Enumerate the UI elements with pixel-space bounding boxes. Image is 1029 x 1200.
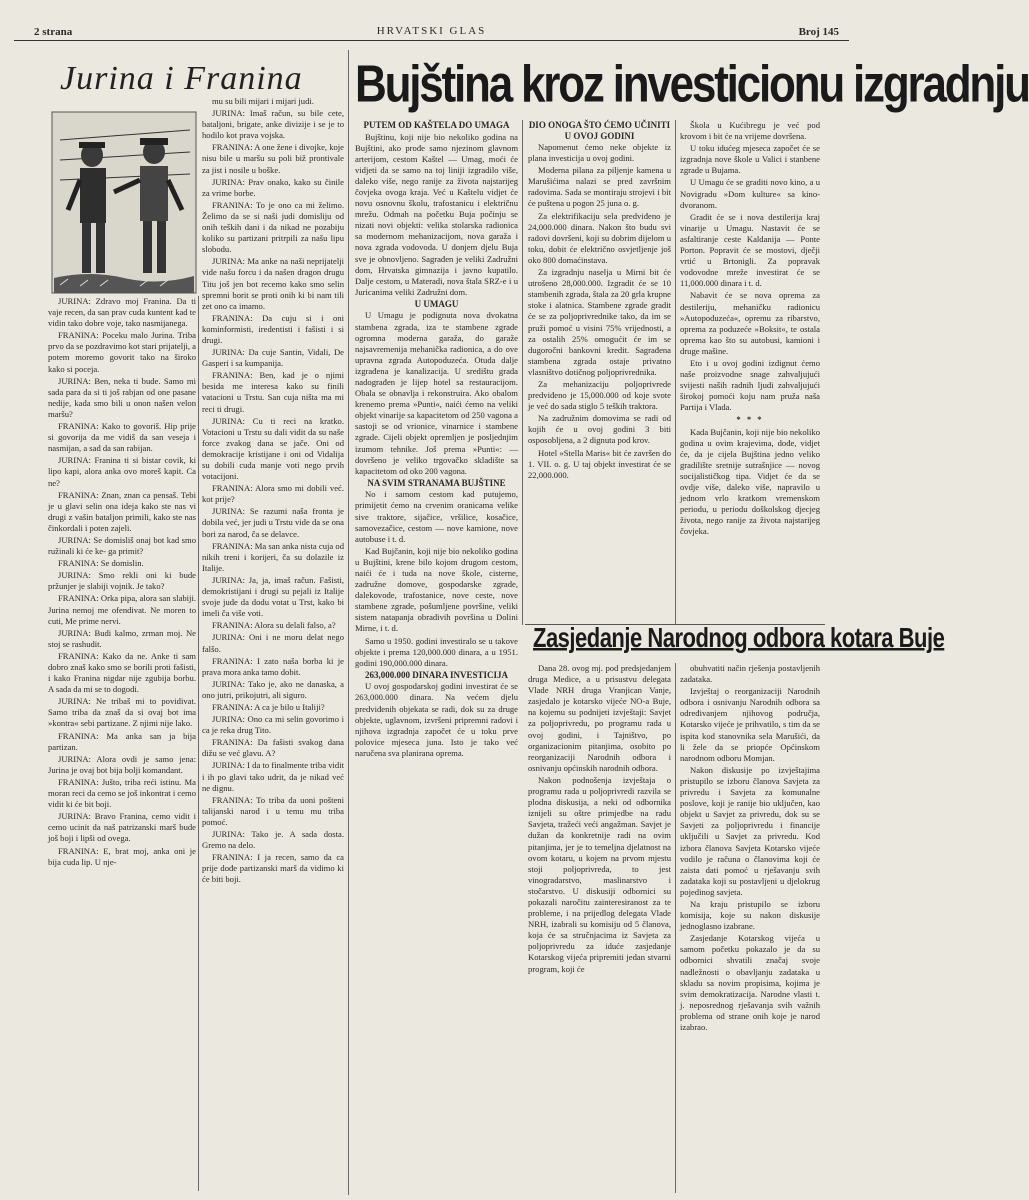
- paragraph: Gradit će se i nova destilerija kraj vinarije u Umagu. Nastavit će se asfaltiranje ceste Kaldanija — Ponte Porton. Popravit će se mostovi, dječji vrtić u Brtonigli. Za popravak vodovodne mreže investirat će se 11,000.000 dinara i t. d.: [680, 211, 820, 289]
- paragraph: JURINA: Prav onako, kako su činile za vrime borbe.: [202, 176, 344, 198]
- subheading: DIO ONOGA ŠTO ĆEMO UČINITI U OVOJ GODINI: [528, 120, 671, 141]
- paragraph: Bujštinu, koji nije bio nekoliko godina na Bujštini, ako prođe samo njezinom glavnom arterijom, cestom Kaštel — Umag, moći će vidjeti da se samo na toj liniji izgradilo više, daleko više, nego ranije za života najstarijeg čovjeka ovoga kraja. Već u Kaštelu vidjet će novu osnovnu školu, trafostanicu i električnu mrežu. Odmah na početku Buja počinju se nizati novi objekti: velika stolarska radionica sa modernom mehanizacijom, nova garaža i nova zgrada vodovoda. U donjem djelu Buja sve je obnovljeno. Sagrađen je veliki Zadružni dom, Hrvatska gimnazija i javno kupatilo. Dalje cestom, u Materadi, nova štala SRZ-e i u Juricanima veliki Zadružni dom.: [355, 131, 518, 297]
- paragraph: Moderna pilana za piljenje kamena u Marušićima nalazi se pred završnim radovima. Sada se montiraju strojevi i bit će puštena u pogon 25 juna o. g.: [528, 165, 671, 209]
- paragraph: FRANINA: Alora su delali falso, a?: [212, 620, 336, 631]
- page-number: 2 strana: [34, 26, 73, 38]
- paragraph: JURINA: Oni i ne moru delat nego falšo.: [202, 632, 344, 654]
- paragraph: Eto i u ovoj godini izdignut ćemo naše proizvodne snage zahvaljujući svijesti naših radnih ljudi zahvaljujući širokoj pomoći koju nam pruža naša Partija i Vlada.: [680, 357, 820, 413]
- paragraph: JURINA: Ma anke na naši neprijatelji vide našu forcu i da našen dragon drugu Titu još jen bot recemo kako smo selin spremni borit se proti onih ki bi nam tili zet ono ca imamo.: [202, 256, 344, 311]
- subheading: PUTEM OD KAŠTELA DO UMAGA: [363, 120, 510, 130]
- main-headline: Bujština kroz investicionu izgradnju: [355, 55, 1029, 114]
- paragraph: Samo u 1950. godini investiralo se u takove objekte i prema 120,000.000 dinara, a u 1951. godini 190,000.000 dinara.: [355, 635, 518, 668]
- paragraph: FRANINA: Jušto, triba reći istinu. Ma moran reci da cemo se još inkontrat i cemo vidit ki će bit boji.: [48, 776, 196, 810]
- paragraph: obuhvatiti način rješenja postavljenih zadataka.: [680, 663, 820, 685]
- paragraph: Hotel »Stella Maris« bit će završen do 1. VII. o. g. U taj objekt investirat će se 22,000.000.: [528, 447, 671, 480]
- paragraph: JURINA: Tako je. A sada dosta. Gremo na delo.: [202, 829, 344, 851]
- paragraph: FRANINA: To je ono ca mi želimo. Želimo da se si naši judi domisliju od onih teških dani i da nikad ne pozabiju koliko su partizani pritrpili za našu lipu slobodu.: [202, 199, 344, 255]
- paragraph: JURINA: Zdravo moj Franina. Da ti vaje recen, da san prav cuda kuntent kad te vidin tako dobre voje, tako nasmijanega.: [48, 296, 196, 329]
- paragraph: FRANINA: E, brat moj, anka oni je bija cuda lip. U nje-: [48, 845, 196, 867]
- paragraph: JURINA: Ja, ja, imaš račun. Fašisti, demokristijani i drugi su pejali iz Italije svoje jude da dodu votat u Trst, kako bi imeli ča više voti.: [202, 574, 344, 619]
- column-rule: [675, 663, 676, 1193]
- paragraph: JURINA: Se razumi naša fronta je dobila već, jer judi u Trstu vide da se ona bori za narod, ča se delavce.: [202, 506, 344, 539]
- paragraph: FRANINA: A ca je bilo u Italiji?: [212, 701, 325, 712]
- paragraph: Izvještaj o reorganizaciji Narodnih odbora i osnivanju Narodnih odbora sa određivanjem njihovog područja, Kotarsko vijeće je prihvatilo, s tim da se ispita kod stanovnika sela Marušići, da li žele da se priopće Općinskom narodnom odboru Momjan.: [680, 686, 820, 763]
- paragraph: FRANINA: To triba da uoni pošteni talijanski narod i u temu mu triba pomoć.: [202, 794, 344, 827]
- second-headline: [533, 621, 945, 665]
- subheading: NA SVIM STRANAMA BUJŠTINE: [367, 477, 506, 488]
- paragraph: JURINA: Franina ti si bistar covik, ki lipo kapi, alora anka ovo moreš kapit. Ca ne?: [48, 455, 196, 488]
- paragraph: JURINA: Imaš račun, su bile cete, bataljoni, brigate, anke divizije i se je to hodilo kot prava vojska.: [202, 108, 344, 141]
- masthead: [14, 22, 849, 41]
- paragraph: FRANINA: A one žene i divojke, koje nisu bile u maršu su poli biž prontivale za jist i nosile u boške.: [202, 142, 344, 175]
- paragraph: JURINA: Se domisliš onaj bot kad smo ružinali ki će ke- ga primit?: [48, 534, 196, 557]
- paragraph: U ovoj gospodarskoj godini investirat će se 263,000.000 dinara. Na većem djelu predviđenih objekata se radi, dok su za druge objekte, uglavnom, izvršeni pripremni radovi i njihova izgradnja započet će u toku prve polovice mjeseca juna. Isto je tako već naručena sva planirana oprema.: [355, 681, 518, 758]
- paragraph: Na kraju pristupilo se izboru komisija, koje su nakon diskusije jednoglasno izabrane.: [680, 898, 820, 932]
- paragraph: JURINA: Cu ti reci na kratko. Votacioni u Trstu su dali vidit da su naše force zvakog dana se jače. Oni od demokracije kristijane i oni od Vidalija su dobili cuda manje voti nego prvih votacijoni.: [202, 415, 344, 482]
- paragraph: JURINA: Budi kalmo, zrman moj. Ne stoj se rashudit.: [48, 627, 196, 649]
- paragraph: FRANINA: I ja recen, samo da ca prije dođe partizanski marš da vidimo ki će biti boji.: [202, 852, 344, 885]
- paragraph: FRANINA: Da fašisti svakog dana dižu se već glavu. A?: [202, 737, 344, 759]
- paragraph: JURINA: I da to finalmente triba vidit i ih po glavi tako udrit, da je nikad već ne dignu.: [202, 760, 344, 793]
- paragraph: FRANINA: Alora smo mi dobili već. kot prije?: [202, 483, 344, 505]
- paragraph: Na zadružnim domovima se radi od kojih će u ovoj godini 3 biti osposobljena, a 2 dignuta pod krov.: [528, 413, 671, 446]
- column-rule: [198, 296, 199, 1191]
- paragraph: U Umagu će se graditi novo kino, a u Novigradu »Dom kulture« sa kino-dvoranom.: [680, 177, 820, 210]
- paragraph: U toku idućeg mjeseca započet će se izgradnja nove škole u Valici i stanbene zgrade u Bujama.: [680, 143, 820, 176]
- article-column-3: [680, 120, 820, 620]
- second-headline-text: Zasjedanje Narodnog odbora kotara Buje: [533, 621, 945, 653]
- paragraph: FRANINA: Znan, znan ca pensaš. Tebi je u glavi selin ona ideja kako ste nas vi drugi z vašin bataljon primili, kako ste nas činkordali i poten zajeli.: [48, 489, 196, 533]
- column-rule: [522, 120, 523, 625]
- paragraph: JURINA: Da cuje Santin, Vidali, De Gasperi i sa kumpanija.: [202, 347, 344, 369]
- paragraph: FRANINA: Orka pipa, alora san slabiji. Jurina nemoj me ofendivat. Ne moren to cuti, Me prime nervi.: [48, 593, 196, 626]
- dialogue-title: Jurina i Franina: [60, 60, 303, 97]
- dialogue-column-right: [202, 96, 344, 1191]
- subheading: 263,000.000 DINARA INVESTICIJA: [364, 669, 509, 680]
- paragraph: JURINA: Ben, neka ti bude. Samo mi sada para da si ti još rabjan od one pasane nedije, kada smo bili u onon našen velon maršu?: [48, 375, 196, 419]
- subheading: U UMAGU: [414, 298, 459, 309]
- paragraph: JURINA: Alora ovdi je samo jena: Jurina je ovaj bot bija bolji komandant.: [48, 753, 196, 775]
- column-rule: [675, 120, 676, 625]
- paragraph: FRANINA: Ma san anka nista cuja od nikih treni i korijeri, ča su dolazile iz Italije.: [202, 540, 344, 573]
- issue-number: Broj 145: [798, 26, 839, 38]
- paragraph: Kada Bujčanin, koji nije bio nekoliko godina u ovim krajevima, dođe, vidjet će, da je cijela Bujština jedno veliko gradilište sretnije sutrašnjice — novog socijalističkog tipa. Vidjet će da se ovdje više, daleko više, napravilo u jednom vrlo kratkom vremenskom periodu, u periodu doškolskog djecjeg života, nego ranije za života najstarijeg čovjeka.: [680, 426, 820, 537]
- paragraph: Škola u Kućibregu je već pod krovom i bit će na vrijeme dovršena.: [680, 120, 820, 142]
- paragraph: Kad Bujčanin, koji nije bio nekoliko godina u Bujštini, krene bilo kojom drugom cestom, naići će i tuda na nove škole, cisterne, zadružne domove, gospodarske zgrade, dalekovode, trafostanice, nove ceste, nove stambene zgrade, pošumljene površine, veliki sistem natapanja obradivih površina u Dolini Mirne, i t. d.: [355, 545, 518, 634]
- paragraph: JURINA: Tako je, ako ne danaska, a ono jutri, prikojutri, ali siguro.: [202, 678, 344, 700]
- paragraph: JURINA: Ne tribaš mi to povidivat. Samo triba da znaš da si ovaj bot ima »kontra« sebi partizane. Z njimi nije lako.: [48, 696, 196, 729]
- paragraph: Za mehanizaciju poljoprivrede predviđeno je 15,000.000 od koje svote je već do sada stiglo 5 teških traktora.: [528, 378, 671, 412]
- paragraph: JURINA: Smo rekli oni ki bude pržunjer je slabiji vojnik. Je tako?: [48, 570, 196, 592]
- article-column-1: [355, 120, 518, 1195]
- paragraph: mu su bili mijari i mijari judi.: [212, 96, 314, 106]
- paragraph: No i samom cestom kad putujemo, primijetit ćemo na crvenim oranicama velike sive traktore, sijačice, vršilice, kosačice, samovezačice, cestom — nove kamione, nove autobuse i t. d.: [355, 489, 518, 544]
- paragraph: JURINA: Ono ca mi selin govorimo i ca je reka drug Tito.: [202, 714, 344, 736]
- paragraph: FRANINA: Kako to govoriš. Hip prije si govorija da me vidiš da san veseja i nasmijan, a sad da san rabijan.: [48, 421, 196, 454]
- second-article-column-2: [680, 663, 820, 1193]
- paragraph: FRANINA: Poceku malo Jurina. Triba prvo da se pozdravimo kot stari prijatelji, a potem moremo govorit tako na široko kako si poceja.: [48, 330, 196, 374]
- second-article-column-1: [528, 663, 671, 1193]
- article-column-2: [528, 120, 671, 620]
- section-separator: * * *: [736, 414, 764, 425]
- paragraph: FRANINA: Ma anka san ja bija partizan.: [48, 730, 196, 752]
- paragraph: Nakon diskusije po izvještajima pristupilo se izboru članova Savjeta za privredu i Savjeta za komunalne poslove, koji je ranije bio uključen, kao objekt u Savjet za privredu, dok su se Savjeti za poljoprivredu i financije uključili u Savjet za privredu. Kod izbora članova Savjeta Kotarsko vijeće vodilo je računa o članovima koji će zaista dati pomoć u rješavanju svih zadataka koji su postavljeni u djelokrug pojedinog savjeta.: [680, 764, 820, 897]
- paragraph: Napomenut ćemo neke objekte iz plana investicija u ovoj godini.: [528, 142, 671, 164]
- paragraph: Zasjedanje Kotarskog vijeća u samom početku pokazalo je da su odbornici shvatili značaj svoje nadležnosti o obavljanju zadataka u skladu sa novim propisima, kojima je svim demokratizacija. Narodne vlasti t. j. neposrednog rješavanja svih važnih problema od strane onih koje je narod izabrao.: [680, 933, 820, 1032]
- paragraph: Za elektrifikaciju sela predviđeno je 24,000.000 dinara. Nakon što budu svi radovi dovršeni, koji su dobrim dijelom u toku, dobit će električno osvjetljenje još oko 800 domaćinstava.: [528, 210, 671, 265]
- two-men-illustration: [50, 110, 198, 295]
- column-rule: [348, 50, 349, 1195]
- paragraph: FRANINA: I zato naša borba ki je prava mora anka tamo dobit.: [202, 655, 344, 677]
- paragraph: FRANINA: Kako da ne. Anke ti sam dobro znaš kako smo se borili proti fašisti, i kako Franina nigdar nije zgubija borbu. A sada da mi se to dogodi.: [48, 650, 196, 695]
- paragraph: FRANINA: Ben, kad je o njimi besida me interesa kako su finili vatacioni u Trstu. San cuja ništa ma mi reci ti drugi.: [202, 370, 344, 414]
- paragraph: Za izgradnju naselja u Mirni bit će utrošeno 28,000.000. Izgradit će se 10 stambenih zgrada, štala za 20 grla krupne stoke i alatnica. Stambene zgrade gradit će se za poljoprivrednike tako, da im se pruži pomoć u visini 75% vrijednosti, a za ostalih 25% omogućit će im se dugoročni bankovni kredit. Sagrađena stambena zgrada ostaje privatno vlasništvo dotičnog poljoprivrednika.: [528, 267, 671, 377]
- newspaper-name: HRVATSKI GLAS: [376, 25, 487, 37]
- paragraph: U Umagu je podignuta nova dvokatna stambena zgrada, iza te stambene zgrade ogromna moderna garaža, do garaže najsavremenija mehanička radionica, a do ove upravna zgrada Autopoduzeća. Otuda dalje izgrađena je kanalizacija. U središtu grada nadograđen je lijep hotel sa restauracijom. Obala se obnavlja i rekonstruira. Ako obalom krenemo prema »Punti«, naići ćemo na veliki objekt vinarije sa kapacitetom od 250 vagona a sastoji se od vrionice, vinarnice i stambene zgrade. Cijeli objekt opremljen je posljednjim izumom tehnike. Još prema »Punti«: — dovršeno je veliko trgovačko skladište sa kapacitetom od oko 200 vagona.: [355, 310, 518, 476]
- paragraph: FRANINA: Da cuju si i oni kominformisti, iredentisti i fašisti i si drugi.: [202, 312, 344, 345]
- dialogue-column-left: [48, 296, 196, 1191]
- paragraph: Nabavit će se nova oprema za destileriju, mehaničku radionicu »Autopoduzeća«, opremu za ribarstvo, oprema za poduzeće »Boksit«, te ostala oprema kao što su autobusi, kamioni i druge mašine.: [680, 290, 820, 356]
- paragraph: Dana 28. ovog mj. pod predsjedanjem druga Medice, a u prisustvu delegata Vlade NRH druga Vranjican Vanje, zasjedalo je kotarsko vijeće NO-a Buje, na kojemu su podnijeti izvještaji: Savjet za poljoprivredu, po programu rada u ovoj godini, i Tajništvo, po organizacionim pitanjima, osobito po reorganizaciji Narodnih odbora i osnivanju općinskih narodnih odbora.: [528, 663, 671, 773]
- paragraph: Nakon podnošenja izvještaja o programu rada u poljoprivredi razvila se plodna diskusija, a neki od odbornika iznijeli su oštre primjedbe na radu Savjeta, tražeći veći angažman. Savjet je dužan da konkretnije radi na ovim pitanjima, jer je to temeljna djelatnost na ovom kotaru, u kojem na prvom mjestu stoji poljoprivreda, to jest vinogradarstvo, maslinarstvo i stočarstvo. U diskusiji odbornici su pokazali naročitu zainteresiranost za te probleme, i na prijedlog delegata Vlade NRH, izabrali su komisiju od 5 članova, koja će sa stručnjacima iz Savjeta za poljoprivredu za iduće zasjedanje Kotarskog vijeća pripremiti jedan stvarni program, koji će: [528, 774, 671, 974]
- paragraph: FRANINA: Se domislin.: [58, 558, 144, 569]
- paragraph: JURINA: Bravo Franina, cemo vidit i cemo ucinit da naš patrizanski marš bude još boji i lipši od ovega.: [48, 811, 196, 844]
